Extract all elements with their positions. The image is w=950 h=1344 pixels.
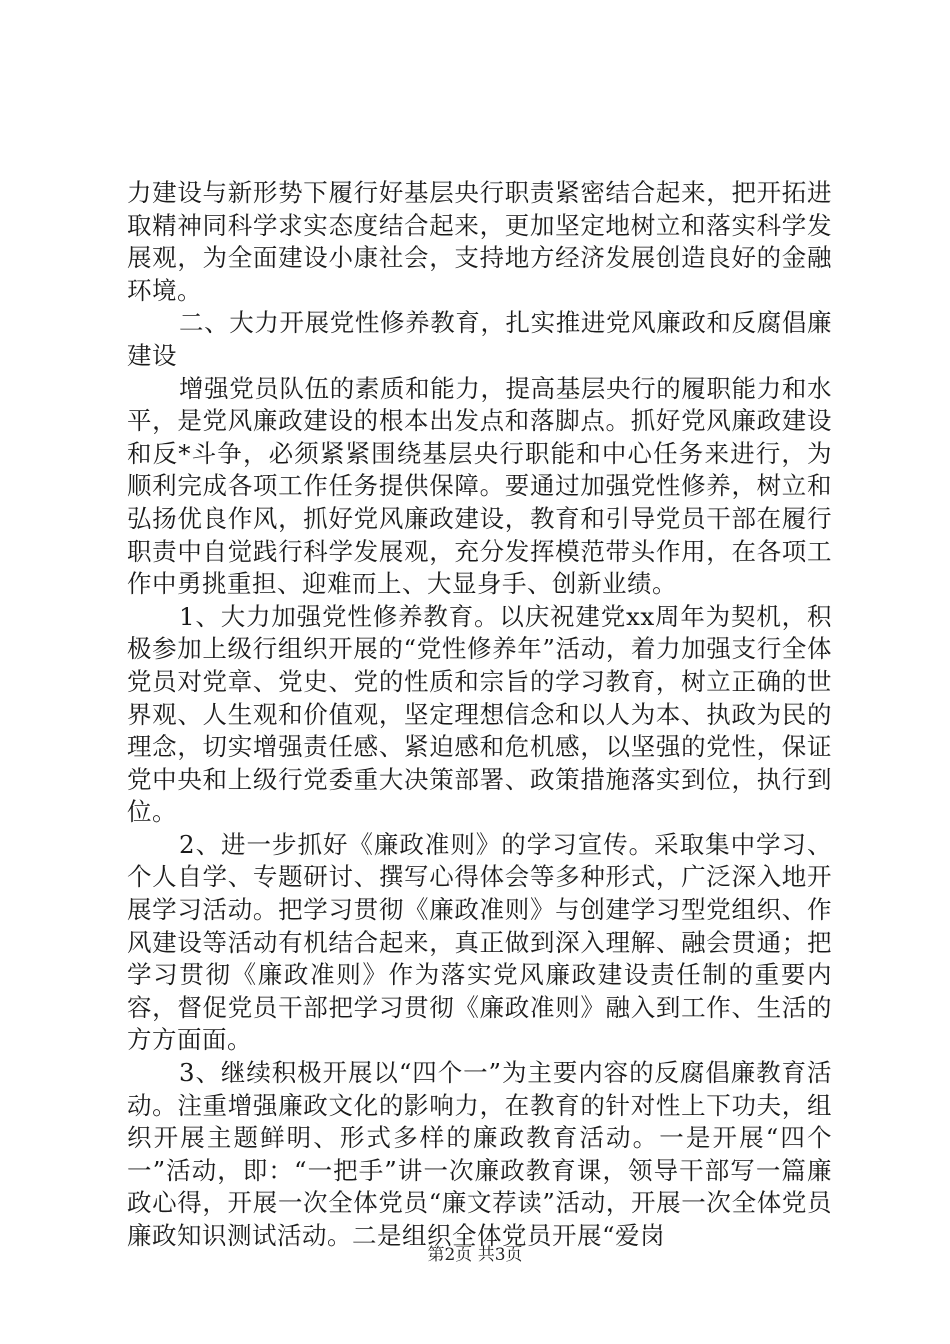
paragraph-item-3: 3、继续积极开展以“四个一”为主要内容的反腐倡廉教育活动。注重增强廉政文化的影响力，在教育的针对性上下功夫，组织开展主题鲜明、形式多样的廉政教育活动。一是开展“四个一”活动，即：“一把手”讲一次廉政教育课，领导干部写一篇廉政心得，开展一次全体党员“廉文荐读”活动，开展一次全体党员廉政知识测试活动。二是组织全体党员开展“爱岗 (127, 1058, 832, 1250)
paragraph-section-intro: 增强党员队伍的素质和能力，提高基层央行的履职能力和水平，是党风廉政建设的根本出发点和落脚点。抓好党风廉政建设和反*斗争，必须紧紧围绕基层央行职能和中心任务来进行，为顺利完成各项工作任务提供保障。要通过加强党性修养，树立和弘扬优良作风，抓好党风廉政建设，教育和引导党员干部在履行职责中自觉践行科学发展观，充分发挥模范带头作用，在各项工作中勇挑重担、迎难而上、大显身手、创新业绩。 (127, 373, 832, 599)
paragraph-item-1: 1、大力加强党性修养教育。以庆祝建党xx周年为契机，积极参加上级行组织开展的“党性修养年”活动，着力加强支行全体党员对党章、党史、党的性质和宗旨的学习教育，树立正确的世界观、人生观和价值观，坚定理想信念和以人为本、执政为民的理念，切实增强责任感、紧迫感和危机感，以坚强的党性，保证党中央和上级行党委重大决策部署、政策措施落实到位，执行到位。 (127, 601, 832, 827)
document-body (127, 177, 832, 1253)
page-footer (0, 1244, 950, 1266)
paragraph-continuation: 力建设与新形势下履行好基层央行职责紧密结合起来，把开拓进取精神同科学求实态度结合起来，更加坚定地树立和落实科学发展观，为全面建设小康社会，支持地方经济发展创造良好的金融环境。 (127, 178, 832, 305)
section-heading-2: 二、大力开展党性修养教育，扎实推进党风廉政和反腐倡廉建设 (127, 308, 832, 370)
paragraph-item-2: 2、进一步抓好《廉政准则》的学习宣传。采取集中学习、个人自学、专题研讨、撰写心得体会等多种形式，广泛深入地开展学习活动。把学习贯彻《廉政准则》与创建学习型党组织、作风建设等活动有机结合起来，真正做到深入理解、融会贯通；把学习贯彻《廉政准则》作为落实党风廉政建设责任制的重要内容，督促党员干部把学习贯彻《廉政准则》融入到工作、生活的方方面面。 (127, 829, 832, 1055)
page-number-label: 第2页 共3页 (427, 1245, 523, 1265)
